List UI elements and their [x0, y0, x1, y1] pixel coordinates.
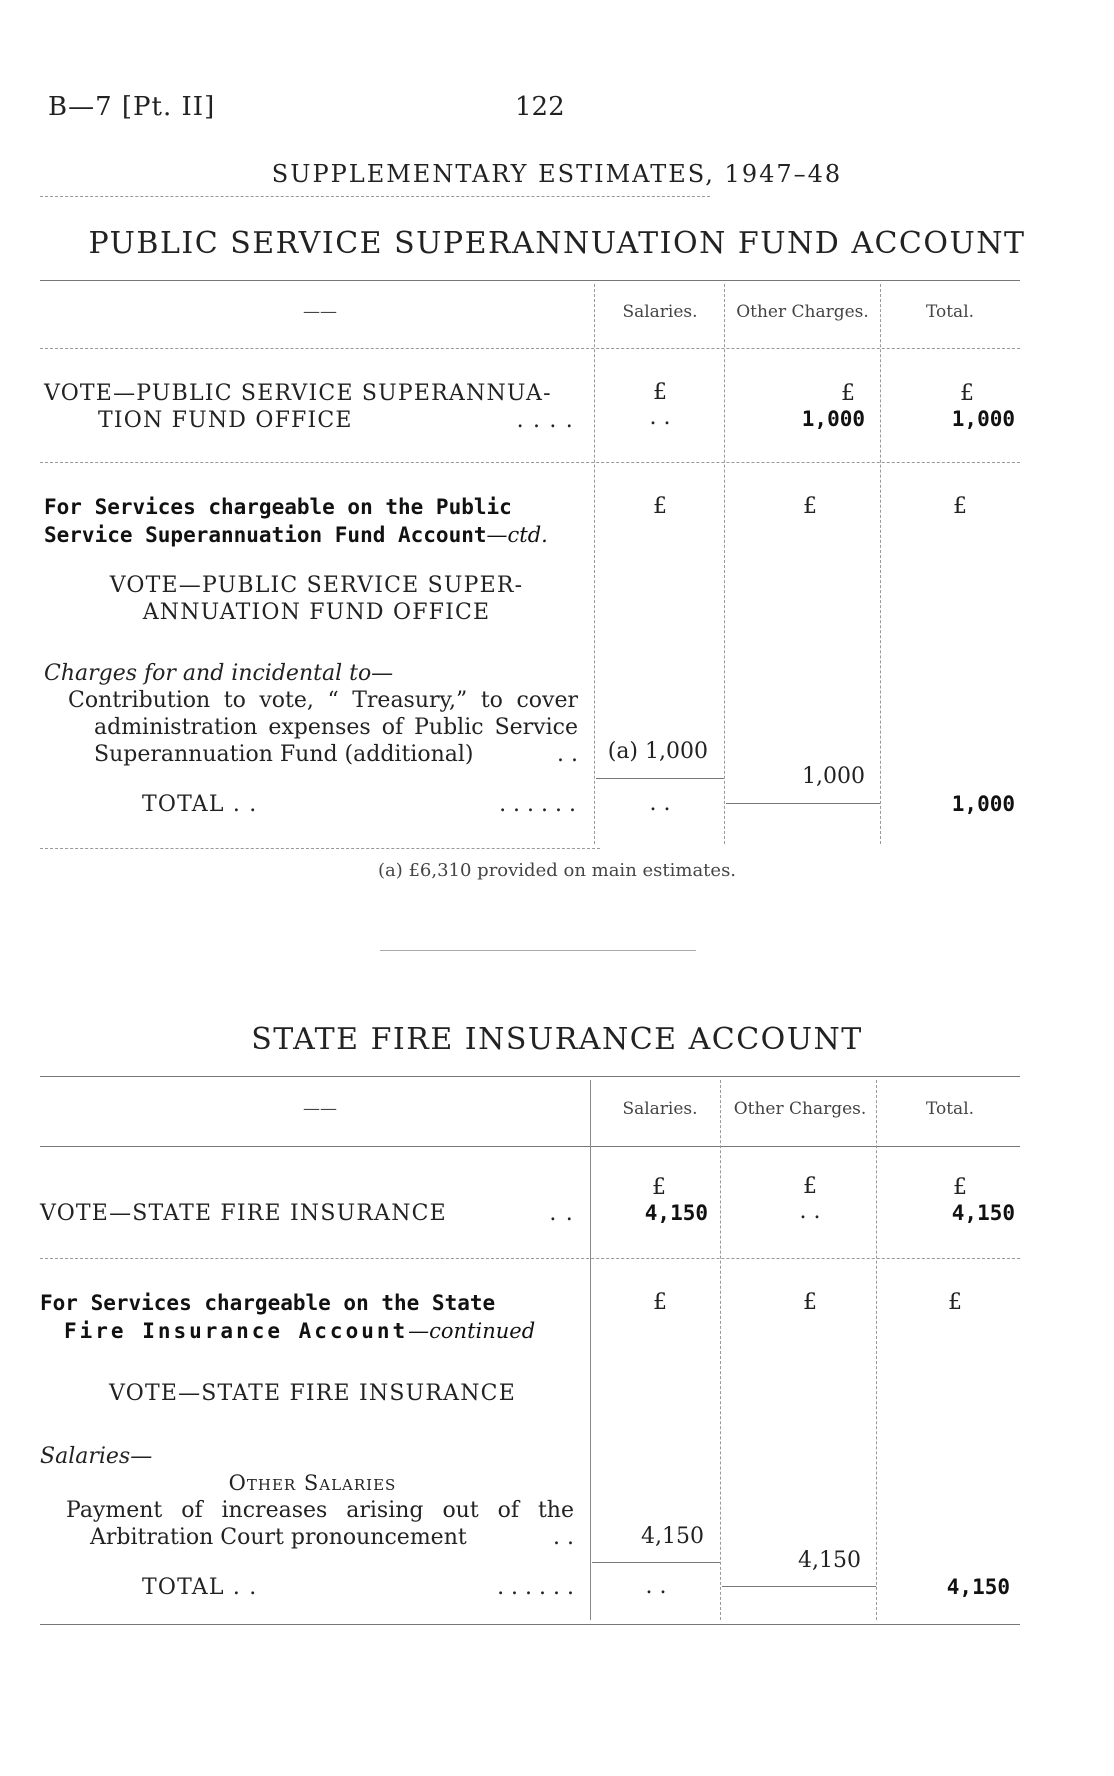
section1-footnote: (a) £6,310 provided on main estimates.	[377, 860, 737, 881]
section1-detail-vote: VOTE—PUBLIC SERVICE SUPER- ANNUATION FUND OFFICE	[109, 573, 524, 625]
section1-total-label: TOTAL . .	[142, 792, 258, 817]
section2-total-label: TOTAL . .	[142, 1575, 258, 1600]
section1-dash-header: ——	[303, 302, 337, 322]
section2-total-salaries: . .	[645, 1574, 667, 1599]
section1-total-leader: . . . . . .	[499, 792, 576, 817]
section1-total-salaries: . .	[649, 791, 671, 816]
section2-total-leader: . . . . . .	[497, 1575, 574, 1600]
section1-total-header: Total.	[925, 302, 975, 322]
title-rule	[40, 196, 710, 197]
section1-summary-rule	[40, 462, 1020, 463]
section1-summary-other: £ 1,000	[801, 381, 865, 431]
section2-summary-vote: VOTE—STATE FIRE INSURANCE . .	[40, 1201, 574, 1226]
section-separator	[380, 950, 696, 951]
section1-item-salaries: (a) 1,000	[607, 739, 708, 764]
section1-detail-other-symbol: £	[803, 494, 817, 519]
section2-detail-other-symbol: £	[803, 1290, 817, 1315]
section1-chargeable-heading: For Services chargeable on the Public Service Superannuation Fund Account—ctd.	[44, 495, 548, 547]
section1-other-header: Other Charges.	[736, 302, 869, 322]
section2-salaries-heading: Salaries—	[40, 1444, 153, 1469]
section1-charges-heading: Charges for and incidental to—	[44, 661, 394, 686]
section2-detail-vote: VOTE—STATE FIRE INSURANCE	[109, 1381, 516, 1406]
section1-detail-total-symbol: £	[953, 494, 967, 519]
section1-summary-salaries: £ . .	[649, 380, 671, 430]
section2-salaries-subtotal-rule	[592, 1562, 720, 1563]
section2-bottom-rule	[40, 1624, 1020, 1625]
section1-summary-vote: VOTE—PUBLIC SERVICE SUPERANNUA- TION FUND OFFICE . . . .	[44, 381, 574, 433]
section1-other-subtotal-rule	[726, 803, 880, 804]
section2-table-top-rule	[40, 1076, 1020, 1077]
section2-col-rule-1	[590, 1080, 591, 1620]
section2-col-rule-3	[876, 1080, 877, 1620]
section2-detail-salaries-symbol: £	[653, 1290, 667, 1315]
section1-item-other: 1,000	[802, 764, 865, 789]
section2-title: STATE FIRE INSURANCE ACCOUNT	[251, 1022, 863, 1057]
section2-detail-total-symbol: £	[948, 1290, 962, 1315]
section2-other-header: Other Charges.	[733, 1099, 867, 1119]
section2-summary-rule	[40, 1258, 1020, 1259]
section2-other-salaries: Other Salaries	[228, 1471, 397, 1495]
section1-table-top-rule	[40, 280, 1020, 281]
section1-header-rule	[40, 348, 1020, 349]
section1-col-rule-1	[594, 284, 595, 844]
document-title: SUPPLEMENTARY ESTIMATES, 1947–48	[271, 160, 843, 188]
section1-title: PUBLIC SERVICE SUPERANNUATION FUND ACCOUNT	[88, 226, 1026, 261]
section2-col-rule-2	[720, 1080, 721, 1620]
section2-chargeable-heading: For Services chargeable on the State Fire Insurance Account—continued	[40, 1291, 536, 1343]
section2-other-subtotal-rule	[722, 1586, 876, 1587]
section2-item-other: 4,150	[798, 1548, 861, 1573]
section2-dash-header: ——	[303, 1099, 337, 1119]
section1-summary-total: £ 1,000	[951, 381, 1015, 431]
section1-item-description: Contribution to vote, “ Treasury,” to cover administration expenses of Public Service Superannuation Fund (additional) . .	[68, 688, 578, 767]
page-number: 122	[515, 92, 565, 122]
section1-col-rule-2	[724, 284, 725, 844]
section1-salaries-header: Salaries.	[622, 302, 698, 322]
section2-item-description: Payment of increases arising out of the Arbitration Court pronouncement . .	[66, 1498, 574, 1550]
section2-total-header: Total.	[925, 1099, 975, 1119]
page-reference: B—7 [Pt. II]	[48, 92, 216, 122]
section1-col-rule-3	[880, 284, 881, 844]
section2-summary-total: £ 4,150	[951, 1175, 1015, 1225]
section1-total-amount: 1,000	[951, 792, 1015, 816]
section1-bottom-rule	[40, 848, 600, 849]
section1-detail-salaries-symbol: £	[653, 494, 667, 519]
section2-header-rule	[40, 1146, 1020, 1147]
section2-item-salaries: 4,150	[641, 1524, 704, 1549]
section1-salaries-subtotal-rule	[596, 778, 724, 779]
section2-total-amount: 4,150	[946, 1575, 1010, 1599]
section2-summary-salaries: £ 4,150	[644, 1175, 708, 1225]
section2-summary-other: £ . .	[799, 1174, 821, 1224]
section2-salaries-header: Salaries.	[622, 1099, 698, 1119]
